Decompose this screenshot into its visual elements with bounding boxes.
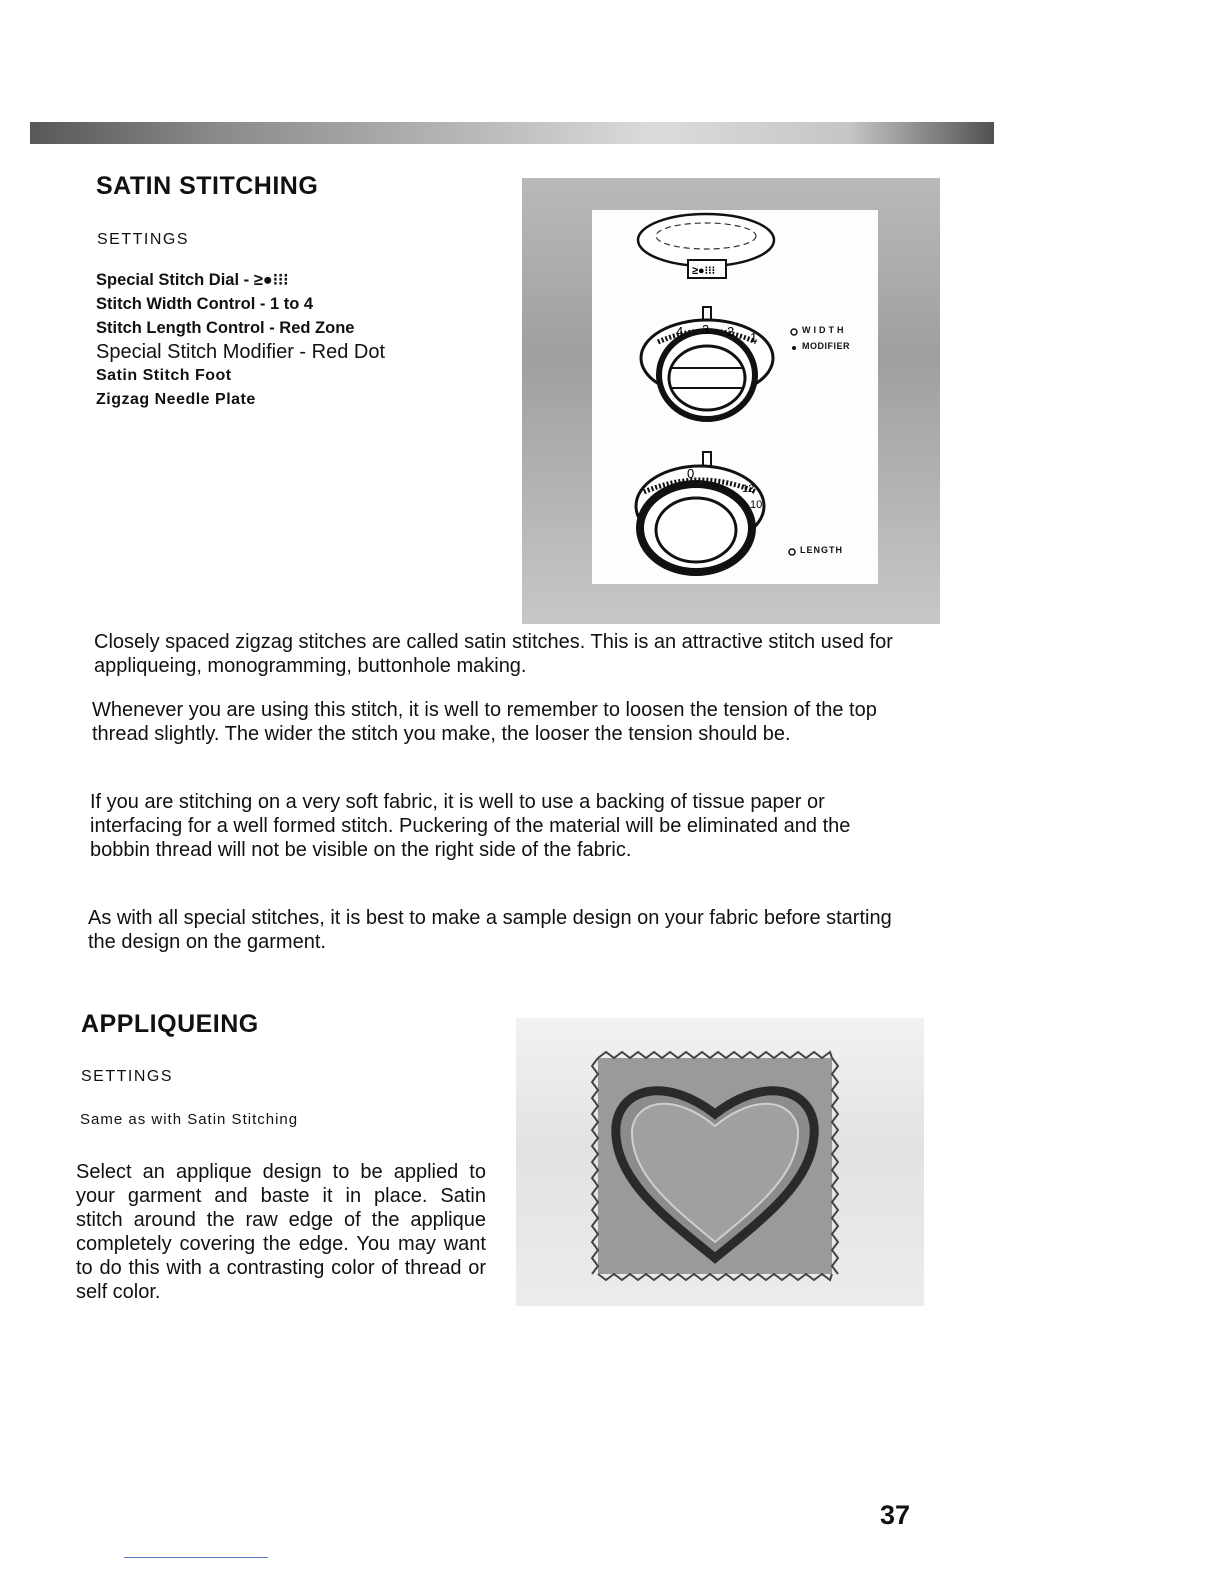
width-tick-1: 1 — [750, 330, 758, 345]
applique-settings-note: Same as with Satin Stitching — [80, 1111, 299, 1128]
width-tick-3: 3 — [702, 322, 710, 337]
length-tick-10: 10 — [750, 499, 763, 511]
applique-paragraph: Select an applique design to be applied to your garment and baste it in place. Satin stitch around the raw edge of the applique completely covering the edge. You may want to do this with a contrasting color of thread or self color. — [76, 1161, 486, 1303]
satin-paragraph-3: If you are stitching on a very soft fabric, it is well to use a backing of tissue paper or interfacing for a well formed stitch. Puckering of the material will be eliminated and the bobbin thread will not be visible on the right side of the fabric. — [90, 791, 851, 861]
width-tick-4: 4 — [676, 324, 684, 339]
settings-label-satin: SETTINGS — [97, 231, 190, 248]
dials-drawing — [592, 210, 878, 584]
section-title-applique: APPLIQUEING — [81, 1010, 259, 1038]
control-dials-illustration — [522, 178, 940, 624]
setting-needle-plate: Zigzag Needle Plate — [96, 391, 256, 408]
dial-symbol-text: ≥●⁝⁝⁝ — [692, 265, 716, 277]
heart-applique-drawing — [516, 1018, 924, 1306]
satin-paragraph-2: Whenever you are using this stitch, it is well to remember to loosen the tension of the top thread slightly. The wider the stitch you make, the looser the tension should be. — [92, 699, 877, 745]
footer-line — [124, 1557, 268, 1558]
heart-applique-photo — [516, 1018, 924, 1306]
setting-presser-foot: Satin Stitch Foot — [96, 367, 232, 384]
length-tick-12: 12 — [742, 483, 755, 495]
length-label: LENGTH — [800, 545, 843, 555]
width-tick-2: 2 — [727, 324, 735, 339]
width-label: WIDTH — [802, 325, 847, 335]
satin-settings-list — [96, 268, 385, 412]
satin-paragraph-4: As with all special stitches, it is best to make a sample design on your fabric before starting the design on the garment. — [88, 907, 892, 953]
setting-stitch-length: Stitch Length Control - Red Zone — [96, 319, 355, 337]
settings-label-applique: SETTINGS — [81, 1068, 174, 1085]
length-tick-0: 0 — [687, 466, 695, 481]
page-number: 37 — [880, 1500, 911, 1530]
setting-special-stitch-dial: Special Stitch Dial - ≥●⁝⁝⁝ — [96, 271, 289, 289]
illustration-panel — [592, 210, 878, 584]
setting-special-stitch-modifier: Special Stitch Modifier - Red Dot — [96, 341, 386, 363]
satin-paragraph-1: Closely spaced zigzag stitches are called satin stitches. This is an attractive stitch used for appliqueing, monogramming, buttonhole making. — [94, 631, 893, 677]
setting-stitch-width: Stitch Width Control - 1 to 4 — [96, 295, 314, 313]
modifier-label: MODIFIER — [802, 341, 850, 351]
top-rule-bar — [30, 122, 994, 144]
section-title-satin: SATIN STITCHING — [96, 172, 319, 200]
